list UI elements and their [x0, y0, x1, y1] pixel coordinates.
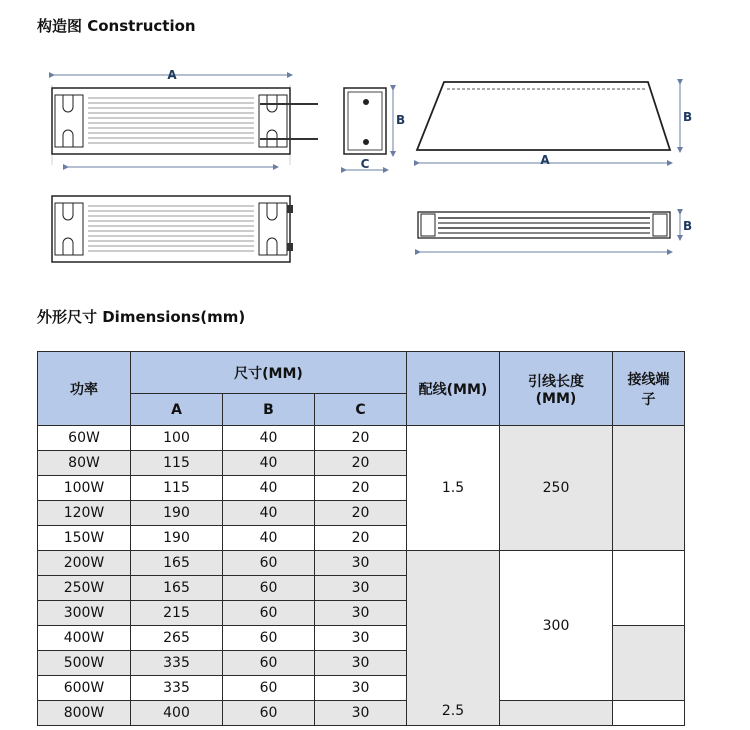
header-power: 功率	[38, 352, 131, 426]
cell-b: 60	[223, 651, 315, 676]
cell-a: 265	[131, 626, 223, 651]
cell-a: 190	[131, 501, 223, 526]
cell-c: 20	[315, 526, 407, 551]
cell-power: 120W	[38, 501, 131, 526]
cell-b: 40	[223, 451, 315, 476]
cell-lead-extra	[500, 701, 613, 726]
dim-label-b-small: B	[683, 219, 693, 233]
dim-label-c-end: C	[360, 157, 370, 171]
cell-power: 100W	[38, 476, 131, 501]
cell-b: 60	[223, 551, 315, 576]
cell-power: 600W	[38, 676, 131, 701]
cell-c: 30	[315, 576, 407, 601]
cell-c: 30	[315, 701, 407, 726]
cell-a: 190	[131, 526, 223, 551]
table-row	[38, 701, 685, 726]
construction-diagram	[0, 0, 750, 300]
table-row	[38, 551, 685, 576]
construction-heading: 构造图 Construction	[37, 17, 196, 35]
cell-terminal-large-top	[613, 551, 685, 626]
cell-a: 165	[131, 551, 223, 576]
cell-c: 30	[315, 601, 407, 626]
cell-power: 200W	[38, 551, 131, 576]
cell-power: 150W	[38, 526, 131, 551]
cell-b: 40	[223, 526, 315, 551]
cell-c: 30	[315, 551, 407, 576]
table-row	[38, 426, 685, 451]
cell-a: 115	[131, 451, 223, 476]
cell-power: 250W	[38, 576, 131, 601]
header-c: C	[315, 394, 407, 426]
cell-lead-small: 250	[500, 426, 613, 551]
cell-b: 60	[223, 576, 315, 601]
cell-c: 20	[315, 426, 407, 451]
cell-terminal-large-mid	[613, 626, 685, 701]
cell-c: 30	[315, 626, 407, 651]
cell-power: 400W	[38, 626, 131, 651]
dim-label-a-top: A	[167, 68, 177, 82]
cell-power: 300W	[38, 601, 131, 626]
cell-b: 40	[223, 426, 315, 451]
dim-label-b-end: B	[396, 113, 406, 127]
cell-b: 60	[223, 601, 315, 626]
cell-c: 20	[315, 476, 407, 501]
cell-wire-large: 2.5	[407, 551, 500, 726]
cell-power: 500W	[38, 651, 131, 676]
cell-c: 20	[315, 451, 407, 476]
cell-terminal-extra	[613, 701, 685, 726]
dimensions-heading: 外形尺寸 Dimensions(mm)	[37, 308, 246, 326]
header-a: A	[131, 394, 223, 426]
cell-c: 20	[315, 501, 407, 526]
header-terminal: 接线端 子	[613, 352, 685, 426]
cell-c: 30	[315, 651, 407, 676]
resistor-end-view	[344, 88, 405, 171]
cell-power: 80W	[38, 451, 131, 476]
dim-label-a-side: A	[540, 153, 550, 167]
cell-wire-small: 1.5	[407, 426, 500, 551]
cell-b: 40	[223, 501, 315, 526]
cell-power: 800W	[38, 701, 131, 726]
resistor-top-view-terminals	[52, 196, 293, 262]
cell-b: 60	[223, 626, 315, 651]
dim-label-b-side: B	[683, 110, 693, 124]
resistor-side-view	[417, 82, 692, 167]
header-size: 尺寸(MM)	[131, 352, 407, 394]
cell-terminal-small	[613, 426, 685, 551]
cell-c: 30	[315, 676, 407, 701]
cell-b: 40	[223, 476, 315, 501]
cell-a: 335	[131, 676, 223, 701]
cell-a: 215	[131, 601, 223, 626]
cell-a: 100	[131, 426, 223, 451]
cell-b: 60	[223, 676, 315, 701]
cell-a: 115	[131, 476, 223, 501]
resistor-small-view	[418, 212, 692, 252]
cell-b: 60	[223, 701, 315, 726]
cell-lead-large: 300	[500, 551, 613, 701]
cell-a: 335	[131, 651, 223, 676]
dimensions-table	[37, 351, 685, 726]
cell-power: 60W	[38, 426, 131, 451]
header-wire: 配线(MM)	[407, 352, 500, 426]
header-b: B	[223, 394, 315, 426]
resistor-top-view-leads	[52, 68, 318, 167]
cell-a: 400	[131, 701, 223, 726]
header-lead-length: 引线长度 (MM)	[500, 352, 613, 426]
cell-a: 165	[131, 576, 223, 601]
